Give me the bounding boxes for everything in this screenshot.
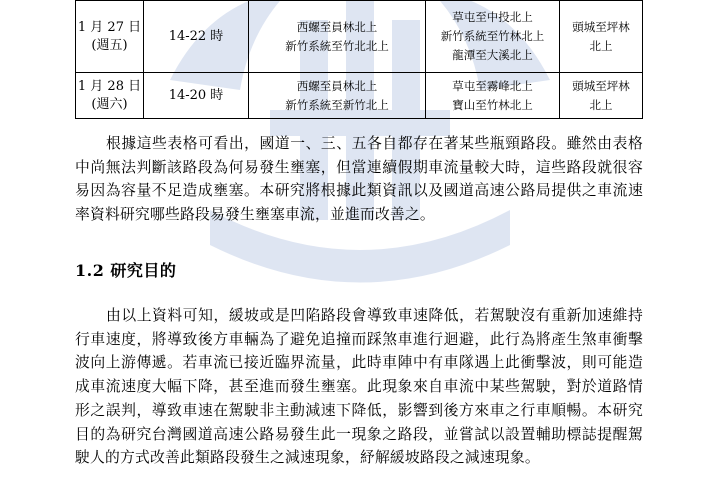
cell-line: 新竹系統至新竹北上 — [285, 97, 389, 112]
cell-line: 草屯至中投北上 — [452, 10, 533, 24]
date-cell — [76, 1, 144, 73]
time-text: 14-22 時 — [168, 29, 224, 44]
weekday-text: (週六) — [91, 96, 128, 112]
section-cell-c — [560, 1, 643, 73]
date-text: 1 月 27 日 — [77, 19, 142, 35]
time-text: 14-20 時 — [168, 88, 224, 103]
cell-line: 新竹系統至竹林北上 — [440, 29, 545, 43]
time-cell — [144, 1, 249, 73]
paragraph-bottleneck-summary: 根據這些表格可看出，國道一、三、五各自都存在著某些瓶頸路段。雖然由表格中尚無法判斷該路段為何易發生壅塞，但當連續假期車流量較大時，這些路段就很容易因為容量不足造成壅塞。本研究將根據此類資訊以及國道高速公路局提供之車流速率資料研究哪些路段易發生壅塞車流，並進而改善之。 — [75, 135, 643, 224]
cell-line: 西螺至員林北上 — [296, 78, 378, 93]
weekday-text: (週五) — [91, 37, 128, 53]
cell-line: 新竹系統至竹北北上 — [285, 38, 389, 53]
table-row — [76, 73, 643, 119]
section-cell-c — [560, 73, 643, 119]
date-cell — [76, 73, 144, 119]
time-cell — [144, 73, 249, 119]
cell-line: 西螺至員林北上 — [296, 19, 378, 34]
section-cell-a — [249, 1, 426, 73]
cell-line: 北上 — [589, 38, 613, 53]
cell-line: 寶山至竹林北上 — [452, 97, 533, 112]
date-text: 1 月 28 日 — [77, 78, 142, 94]
paragraph-research-purpose: 由以上資料可知，緩坡或是凹陷路段會導致車速降低，若駕駛沒有重新加速維持行車速度，將導致後方車輛為了避免追撞而踩煞車進行迴避，此行為將產生煞車衝擊波向上游傳遞。若車流已接近臨界流量，此時車陣中有車隊遇上此衝擊波，則可能造成車流速度大幅下降，甚至進而發生壅塞。此現象來自車流中某些駕駛，對於道路情形之誤判，導致車速在駕駛非主動減速下降低，影響到後方來車之行車順暢。本研究目的為研究台灣國道高速公路易發生此一現象之路段，並嘗試以設置輔助標誌提醒駕駛人的方式改善此類路段發生之減速現象，紓解緩坡路段之減速現象。 — [75, 307, 643, 467]
cell-line: 北上 — [589, 97, 613, 112]
schedule-table-body — [76, 0, 643, 119]
cell-line: 頭城至坪林 — [572, 78, 630, 93]
section-heading: 1.2 研究目的 — [75, 261, 177, 280]
section-cell-b — [426, 73, 560, 119]
schedule-table — [75, 0, 643, 119]
cell-line: 草屯至霧峰北上 — [452, 78, 533, 93]
cell-line: 頭城至坪林 — [572, 19, 630, 34]
cell-line: 龍潭至大溪北上 — [452, 48, 533, 62]
section-cell-a — [249, 73, 426, 119]
table-row — [76, 1, 643, 73]
section-cell-b — [426, 1, 560, 73]
